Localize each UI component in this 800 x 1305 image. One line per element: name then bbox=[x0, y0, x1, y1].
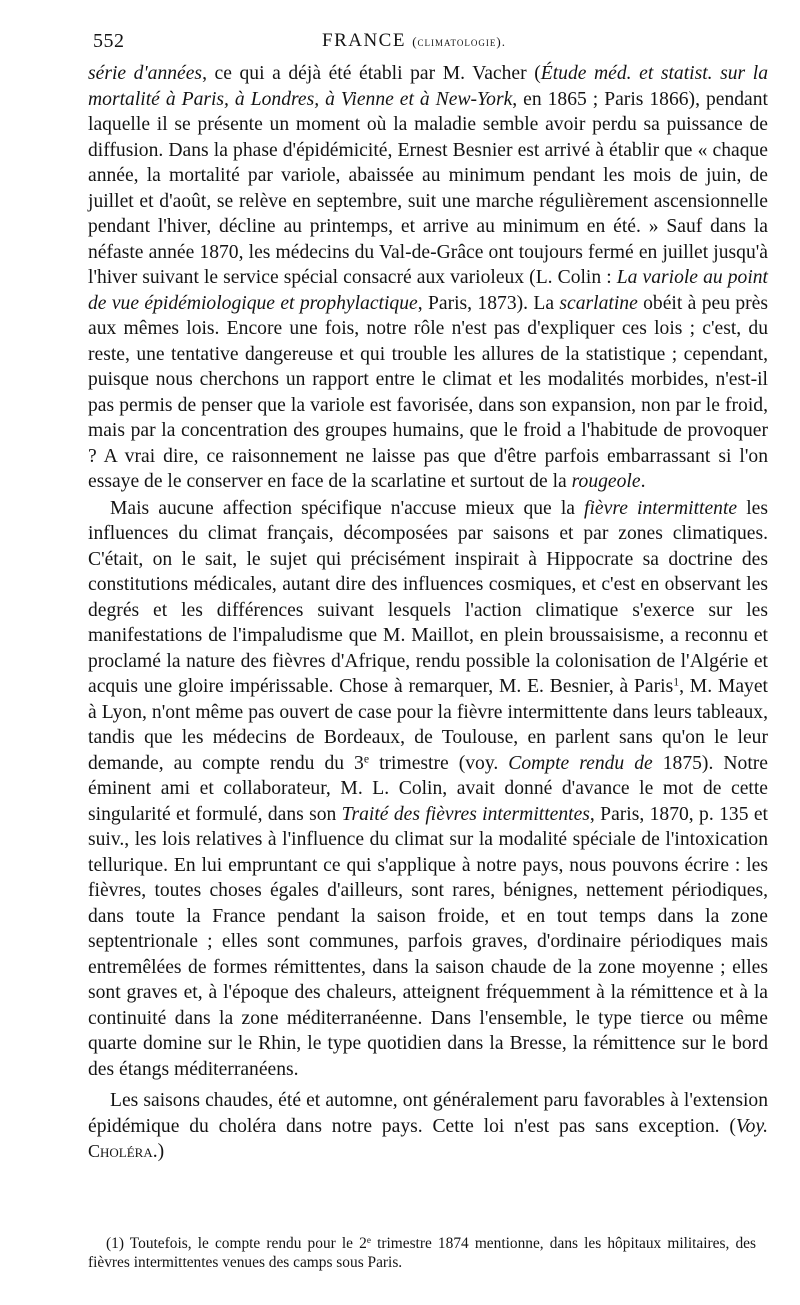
text-run: , Paris, 1873). La bbox=[417, 292, 560, 314]
cited-title: Traité des fièvres intermittentes bbox=[341, 803, 590, 825]
text-run: trimestre (voy. bbox=[369, 752, 509, 774]
text-run: , en 1865 ; Paris 1866), pendant laquelle il se présente un moment où la maladie semble avoir perdu sa puissance de diffusion. Dans la phase d'épidémicité, Ernest Besnier est arrivé à établir que « chaque année, la mortalité par variole, abaissée au minimum pendant les mois de juin, de juillet et d'août, se relève en septembre, suit une marche régulièrement ascensionnelle pendant l'hiver, décline au printemps, et arrive au minimum en été. » Sauf dans la néfaste année 1870, les médecins du Val-de-Grâce ont toujours fermé en juillet jusqu'à l'hiver suivant le service spécial consacré aux varioleux (L. Colin : bbox=[88, 88, 768, 288]
cross-reference[interactable]: Choléra bbox=[88, 1141, 153, 1161]
text-run: trimestre 1874 mentionne, dans les hôpitaux militaires, des fièvres intermittentes venues des camps sous Paris. bbox=[88, 1235, 756, 1271]
italic-term: scarlatine bbox=[559, 292, 638, 314]
main-text bbox=[88, 61, 768, 1165]
text-run: les influences du climat français, décomposées par saisons et par zones climatiques. C'était, on le sait, le sujet qui précisément inspirait à Hippocrate sa doctrine des constitutions médicales, autant dire des influences cosmiques, et c'est en observant les degrés et les différences suivant lesquels l'action climatique s'exerce sur les manifestations de l'impaludisme que M. Maillot, en plein broussaisisme, a reconnu et proclamé la nature des fièvres d'Afrique, rendu possible la colonisation de l'Algérie et acquis une gloire impérissable. Chose à remarquer, M. E. Besnier, à Paris bbox=[88, 497, 768, 697]
page-number: 552 bbox=[93, 30, 125, 52]
text-run: , ce qui a déjà été établi par M. Vacher ( bbox=[202, 63, 541, 84]
text-run: . bbox=[640, 471, 646, 492]
paragraph-cholera bbox=[88, 1088, 768, 1165]
cited-title: Compte rendu de bbox=[508, 752, 653, 774]
italic-term: rougeole bbox=[571, 471, 641, 492]
ordinal-superscript: e bbox=[366, 1234, 371, 1245]
running-title-subject: (climatologie). bbox=[412, 34, 506, 49]
text-run: obéit à peu près aux mêmes lois. Encore une fois, notre rôle n'est pas d'expliquer ces lois ; c'est, du reste, une tentative dangereuse et qui trouble les allures de la statistique ; cependant, puisque nous cherchons un rapport entre le climat et les modalités morbides, n'est-il pas permis de penser que la variole est favorisée, dans son expansion, non par le froid, mais par la concentration des groupes humains, que le froid a l'habitude de provoquer ? A vrai dire, ce raisonnement ne laisse pas que d'être parfois embarrassant si l'on essaye de le conserver en face de la scarlatine et surtout de la bbox=[88, 292, 768, 492]
cited-title: La variole au point de vue épidémiologique et prophylactique bbox=[88, 267, 769, 314]
text-run: , Paris, 1870, p. 135 et suiv., les lois relatives à l'influence du climat sur la modalité spéciale de l'intoxication tellurique. En lui empruntant ce qui s'applique à notre pays, nous pouvons écrire : les fièvres, toutes choses égales d'ailleurs, sont rares, bénignes, nettement périodiques, dans toute la France pendant la saison froide, et en tout temps dans la zone septentrionale ; elles sont communes, parfois graves, d'ordinaire périodiques mais entremêlées de formes rémittentes, dans la saison chaude de la zone moyenne ; elles sont graves et, à l'époque des chaleurs, atteignent fréquemment à la rémittence et à la continuité dans la zone méditerranéenne. Dans l'ensemble, le type tierce ou même quarte domine sur le Rhin, le type quotidien dans la Bresse, la rémittence sur le bord des étangs méditerranéens. bbox=[88, 803, 768, 1080]
footnote-reference[interactable]: 1 bbox=[673, 675, 680, 689]
footnote-mark: (1) bbox=[106, 1235, 124, 1252]
italic-text: série d'années bbox=[88, 63, 203, 84]
running-title bbox=[322, 30, 506, 52]
running-header bbox=[0, 28, 800, 56]
paragraph-variole bbox=[88, 61, 768, 495]
paragraph-fievre-intermittente bbox=[88, 496, 768, 1083]
text-run: , M. Mayet à Lyon, n'ont même pas ouvert de case pour la fièvre intermittente dans leurs tableaux, tandis que les médecins de Bordeaux, de Toulouse, en parlent sans qu'on le leur demande, au compte rendu du 3 bbox=[88, 676, 768, 774]
running-title-main: FRANCE bbox=[322, 30, 406, 51]
text-run: 1875). Notre éminent ami et collaborateur, M. L. Colin, avait donné d'avance le mot de cette singularité et formulé, dans son bbox=[88, 752, 768, 825]
text-run: Toutefois, le compte rendu pour le 2 bbox=[123, 1235, 367, 1252]
ordinal-superscript: e bbox=[363, 752, 370, 766]
text-run: Mais aucune affection spécifique n'accuse mieux que la bbox=[110, 497, 585, 519]
cited-title: Étude méd. et statist. sur la mortalité à Paris, à Londres, à Vienne et à New-York bbox=[88, 63, 768, 110]
footnote bbox=[88, 1234, 756, 1272]
italic-term: fièvre intermittente bbox=[584, 497, 738, 519]
italic-text: Voy. bbox=[735, 1115, 768, 1137]
text-run: .) bbox=[152, 1141, 165, 1162]
text-run: Les saisons chaudes, été et automne, ont généralement paru favorables à l'extension épidémique du choléra dans notre pays. Cette loi n'est pas sans exception. ( bbox=[88, 1090, 768, 1137]
footnote-text bbox=[88, 1234, 756, 1272]
